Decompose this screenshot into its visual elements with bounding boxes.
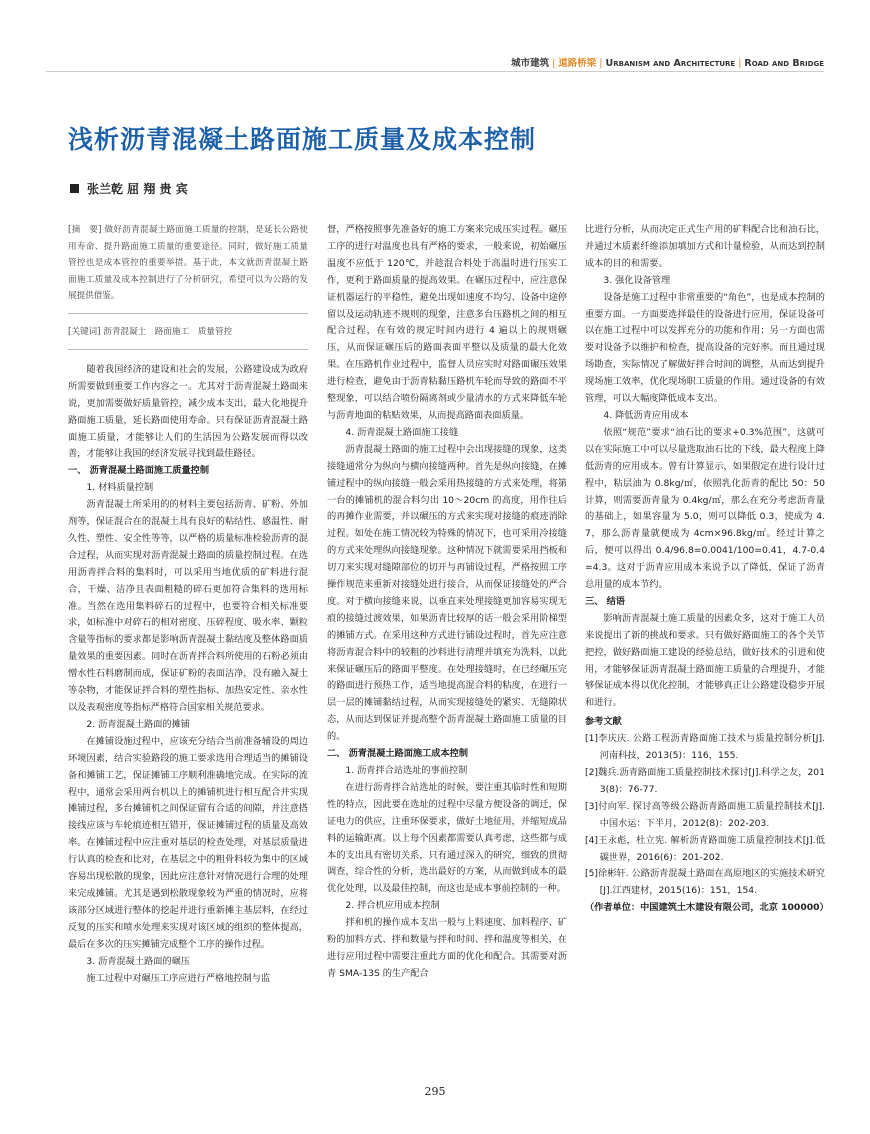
column-3-body [585,222,829,917]
abstract-text: 做好沥青混凝土路面施工质量的控制，是延长公路使用寿命、提升路面施工质量的重要途径。同时，做好施工质量管控也是成本管控的重要举措。基于此，本文就沥青混凝土路面施工质量及成本控制进行了分析研究，希望可以为公路的发展提供借鉴。 [68,225,308,302]
column-1-body [68,362,308,988]
paragraph: 在摊铺设施过程中，应该充分结合当前准备辅设的周边环境因素，结合实验路段的施工要求选用合理适当的摊铺设备和摊铺工艺，保证摊铺工序顺利准确地完成。在实际的流程中，通常会采用两台机以上的摊铺机进行相互配合并实现摊铺过程，多台摊铺机之间保证留有合适的间隙，并注意搭接线应该与车轮痕迹相互错开，保证摊铺过程的质量及高效率。在摊铺过程中应注重对基层的检查处理，对基层质量进行认真的检查和比对，在基层之中的粗骨料较为集中的区域容易出现松散的现象，因此应注意针对情况进行合理的处理来完成摊铺。尤其是遇到松散现象较为严重的情况时，应将该部分区域进行整体的挖起并进行重新摊主基层料，在经过反复的压实和喷水处理来实现对该区域的组织的整体提高，最后在多次的压实摊铺完成整个工序的操作过程。 [68,735,308,950]
header-cn1: 城市建筑 [511,58,550,69]
column-1 [68,222,308,987]
section-heading: 二、 沥青混凝土路面施工成本控制 [327,748,469,760]
header-en1: Urbanism and Architecture [605,58,736,69]
reference-item: [2]魏兵.沥青路面施工质量控制技术探讨[J].科学之友，2013(8)：76-77. [585,767,825,795]
paragraph: 依照“规范”要求“油石比的要求+0.3%范围”，这就可以在实际施工中可以尽量选取油石比的下线，最大程度上降低沥青的应用成本。曾有计算显示，如果假定在进行设计过程中，粘层油为 0.8kg/㎡，依照乳化沥青的配比 50：50 计算，则需要沥青量为 0.4kg/㎡，那么在充分考虑沥青量的基础上，如果容量为 5.0，则可以降低 0.3，使成为 4.7，那么沥青量就便成为 4cm×96.8kg/㎡。经过计算之后，便可以得出 0.4/96.8=0.0041/100=0.41，4.7-0.4=4.3。这对于沥青应用成本来说予以了降低，保证了沥青总用量的成本节约。 [585,426,825,591]
paragraph: 沥青混凝土路面的施工过程中会出现接缝的现象，这类接缝通常分为纵向与横向接缝两种。首先是纵向接缝，在摊铺过程中的纵向接缝一般会采用热接缝的方式来处理，将第一台的摊铺机的混合料匀出 10～20cm 的高度，用作往后的再摊作业需要，并以碾压的方式来实现对接缝的痕迹消除过程。如处在施工情况较为特殊的情况下，也可采用冷接缝的方式来处理纵向接缝现象。这种情况下就需要采用挡板和切刀来实现对缝隙部位的切开与再铺设过程，严格按照工序操作规范来重新对接缝处进行接合，从而保证接缝处的严合度。对于横向接缝来说，以垂直来处理接缝更加容易实现无痕的接缝过渡效果，如果沥青比较厚的话一般会采用阶梯型的摊铺方式。在采用这种方式进行铺设过程时，首先应注意将沥青混合料中的较粗的沙料进行清理并填充为洗料，以此来保证碾压后的路面平整度。在处理接缝时，在已经碾压完的路面进行预热工作，适当地提高混合料的粘度，在进行一层一层的摊铺黏结过程，从而实现接缝处的紧实、无缝隙状态，从而达到保证并提高整个沥青混凝土路面施工质量的目的。 [327,443,567,743]
subsection-heading: 2. 沥青混凝土路面的摊铺 [86,718,190,730]
subsection-heading: 2. 拌合机应用成本控制 [345,900,440,912]
author-names: 张兰乾 屈 翔 贵 宾 [87,182,188,196]
section-heading: 三、 结语 [585,595,625,607]
paragraph-continued: 比进行分析，从而决定正式生产用的矿料配合比和油石比，并通过木质素纤维添加填加方式和计量检验，从而达到控制成本的目的和需要。 [585,224,825,269]
keywords [68,324,308,341]
reference-item: [3]付向军. 探讨高等级公路沥青路面施工质量控制技术[J].中国水运：下半月，2012(8)：202-203. [585,800,825,829]
header-separator-2: | [599,58,603,69]
abstract-label: [摘 要] [68,225,102,235]
reference-item: [1]李庆庆. 公路工程沥青路面施工技术与质量控制分析[J].河南科技，2013(5)：116，155. [585,733,825,762]
square-bullet-icon [70,184,79,193]
subsection-heading: 3. 强化设备管理 [603,274,671,286]
paragraph: 随着我国经济的建设和社会的发展，公路建设成为政府所需要做到重要工作内容之一。尤其对于沥青混凝土路面来说，更加需要做好质量管控，减少成本支出，最大化地提升路面施工质量，延长路面使用寿命。只有保证沥青混凝土路面施工质量，才能够让人们的生活因为公路发展而得以改善，才能够让我国的经济发展寻找到最佳路径。 [68,363,308,460]
header-separator: | [552,58,556,69]
keywords-label: [关键词] [68,326,101,337]
running-header [511,55,824,69]
column-3 [585,222,829,917]
author-affiliation: （作者单位：中国建筑土木建设有限公司，北京 100000） [585,902,829,914]
paragraph: 设备是施工过程中非常重要的“角色”，也是成本控制的重要方面。一方面要选择最佳的设备进行应用，保证设备可以在施工过程中可以发挥充分的功能和作用；另一方面也需要对设备予以维护和检查，提高设备的完好率。而且通过现场勘查，实际情况了解做好拌合时间的调整，从而达到提升现场施工效率，优化现场职工质量的作用。通过设备的有效管理，可以大幅度降低成本支出。 [585,291,825,405]
section-heading: 一、 沥青混凝土路面施工质量控制 [68,465,210,477]
references-heading: 参考文献 [585,716,622,728]
header-separator-3: | [738,58,742,69]
reference-item: [5]徐彬轩. 公路沥青混凝土路面在高原地区的实施技术研究[J].江西建材，2015(16)：151，154. [585,868,825,897]
paragraph: 沥青混凝土所采用的的材料主要包括沥青、矿粉、外加剂等，保证混合在的混凝土具有良好的粘结性、感温性、耐久性、塑性、安全性等等，以严格的质量标准检验沥青的混合过程，从而实现对沥青混凝土路面的质量控制过程。在选用沥青拌合料的集料时，可以采用当地优质的矿料进行混合，干燥、洁净且表面粗糙的碎石更加符合集料的选用标准。当然在选用集料碎石的过程中，也要符合相关标准要求，如标准中对碎石的相对密度、压碎程度、吸水率、颗粒含量等指标的要求都是影响沥青混凝土黏结度及整体路面质量效果的重要因素。同时在沥青拌合料所使用的石粉必须由憎水性石料磨制而成，保证矿粉的表面洁净，没有融入凝土等杂物，才能保证拌合料的塑性指标、加热安定性、亲水性以及表观密度等指标严格符合国家相关规范要求。 [68,499,308,713]
subsection-heading: 4. 降低沥青应用成本 [603,409,689,421]
column-2 [327,222,567,983]
keywords-divider [68,349,308,350]
paragraph: 影响沥青混凝土施工质量的因素众多，这对于施工人员来说提出了新的挑战和要求。只有做好路面施工的各个关节把控，做好路面施工建设的经验总结，做好技术的引进和使用，才能够保证沥青混凝土路面施工质量的合理提升，才能够保证成本得以优化控制，才能够真正让公路建设稳步开展和进行。 [585,612,825,709]
abstract [68,222,308,305]
authors [70,180,188,197]
subsection-heading: 3. 沥青混凝土路面的碾压 [86,955,190,967]
header-cn2: 道路桥梁 [558,58,597,69]
page-number: 295 [424,1085,446,1098]
paragraph: 拌和机的操作成本支出一般与上料速度、加料程序、矿粉的加料方式、拌和数量与拌和时间、拌和温度等相关，在进行应用过程中需要注重此方面的优化和配合。其需要对沥青 SMA-13S 的生产配合 [327,917,567,979]
column-2-body [327,222,567,983]
keywords-text: 沥青混凝土 路面施工 质量管控 [103,326,233,337]
paragraph-continued: 督，严格按照事先准备好的施工方案来完成压实过程。碾压工序的进行对温度也具有严格的要求，一般来说，初始碾压温度不应低于 120℃，并趁混合料处于高温时进行压实工作，更利于路面质量的提高效果。在碾压过程中，应注意保证机器运行的平稳性，避免出现如速度不均匀、设备中途停留以及运动轨迹不规则的现象，注意多台压路机之间的相互配合过程，在有效的规定时间内进行 4 遍以上的规则碾压，从而保证碾压后的路面表面平整以及质量的最大化效果。在压路机作业过程中，监督人员应实时对路面碾压效果进行检查，避免由于沥青粘黏压路机车轮而导致的路面不平整现象，可以结合喷份隔离剂或少量清水的方式来降低车轮与沥青地面的粘贴效果，从而提高路面表面质量。 [327,224,567,421]
article-title: 浅析沥青混凝土路面施工质量及成本控制 [68,125,537,154]
subsection-heading: 4. 沥青混凝土路面施工接缝 [345,426,459,438]
subsection-heading: 1. 材料质量控制 [86,482,154,494]
header-rule [46,71,824,72]
paragraph: 在进行沥青拌合站选址的时候，要注重其临时性和短期性的特点，因此要在选址的过程中尽量方便设备的调迁，保证电力的供应，注重环保要求，做好土地征用，并缩短成品料的运输距离。以上每个因素都需要认真考虑，这些都与成本的支出具有密切关系，只有通过深入的研究，细致的贯彻调查，综合性的分析，选出最好的方案，从而做到成本的最优化处理，以及最佳控制，而这也是成本事前控制的一种。 [327,781,567,895]
abstract-divider [68,313,308,314]
header-en2: Road and Bridge [744,58,824,69]
reference-item: [4]王永彪，杜立宪. 解析沥青路面施工质量控制技术[J].低碳世界，2016(6)：201-202. [585,834,825,863]
subsection-heading: 1. 沥青拌合站选址的事前控制 [345,765,468,776]
paragraph: 施工过程中对碾压工序应进行严格地控制与监 [86,972,271,984]
